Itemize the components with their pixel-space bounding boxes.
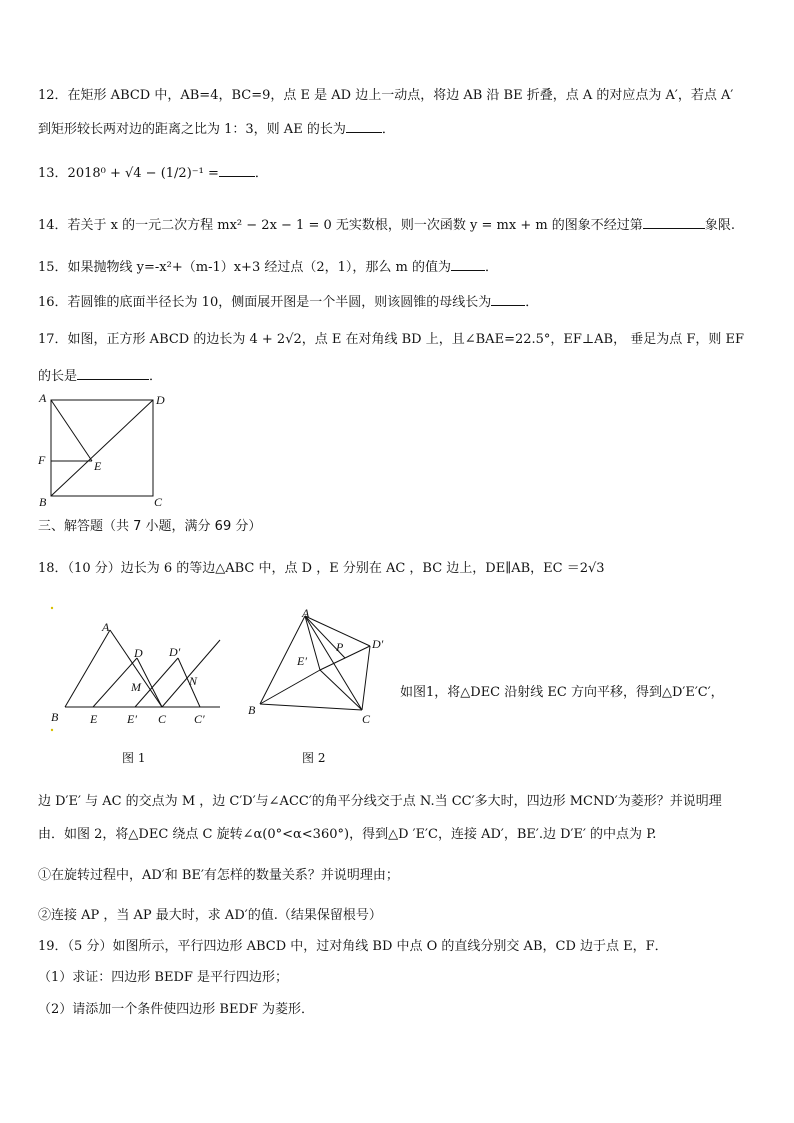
q17-square-figure	[34, 390, 174, 512]
f2-label-d2: D′	[372, 637, 384, 651]
q18-sub1: ①在旋转过程中，AD′和 BE′有怎样的数量关系？并说明理由；	[38, 868, 399, 883]
q17-line2: 的长是 ．	[38, 369, 163, 384]
label-e: E	[94, 459, 102, 473]
f2-label-b: B	[248, 703, 256, 717]
q19-sub1: （1）求证：四边形 BEDF 是平行四边形；	[38, 970, 289, 985]
q13-line: 13．2018⁰ + √4 − (1/2)⁻¹ = ．	[38, 166, 268, 181]
q18-side-text: 如图1，将△DEC 沿射线 EC 方向平移，得到△D′E′C′，	[400, 685, 724, 700]
answer-blank	[451, 258, 485, 271]
f2-label-p: P	[336, 640, 344, 654]
q15-line: 15．如果抛物线 y=-x²+（m-1）x+3 经过点（2，1），那么 m 的值为 ．	[38, 260, 499, 275]
diagonal-bd	[51, 400, 153, 496]
label-b: B	[39, 495, 47, 509]
label-d: D	[156, 393, 165, 407]
f1-label-e: E	[90, 712, 98, 726]
f2-label-a: A	[302, 606, 310, 620]
q18-line3: 边 D′E′ 与 AC 的交点为 M ，边 C′D′与∠ACC′的角平分线交于点 N.当 CC′多大时，四边形 MCND′为菱形？并说明理	[38, 794, 722, 809]
q19-line1: 19．（5 分）如图所示，平行四边形 ABCD 中，过对角线 BD 中点 O 的直线分别交 AB，CD 边于点 E，F．	[38, 939, 668, 954]
figure-2-caption: 图 2	[302, 751, 326, 765]
f2-label-e2: E′	[297, 654, 307, 668]
q18-figure-1	[40, 600, 230, 740]
q17-line1: 17．如图，正方形 ABCD 的边长为 4 + 2√2，点 E 在对角线 BD 上，且∠BAE=22.5°，EF⊥AB， 垂足为点 F，则 EF	[38, 332, 745, 347]
answer-blank	[219, 164, 255, 177]
q18-line4: 由．如图 2，将△DEC 绕点 C 旋转∠α(0°<α<360°)，得到△D ′E′C，连接 AD′，BE′.边 D′E′ 的中点为 P.	[38, 827, 657, 842]
f1-label-b: B	[51, 710, 59, 724]
f1-label-d: D	[134, 646, 143, 660]
q12-line1: 12．在矩形 ABCD 中，AB=4，BC=9，点 E 是 AD 边上一动点，将边 AB 沿 BE 折叠，点 A 的对应点为 A′，若点 A′	[38, 88, 734, 103]
answer-blank	[491, 293, 525, 306]
f1-label-a: A	[102, 620, 110, 634]
f2-label-c: C	[362, 712, 371, 726]
q18-figure-2	[240, 606, 400, 726]
f1-label-d2: D′	[169, 645, 181, 659]
figure-1-caption: 图 1	[122, 751, 146, 765]
q14-line: 14．若关于 x 的一元二次方程 mx² − 2x − 1 = 0 无实数根，则一次函数 y = mx + m 的图象不经过第 象限.	[38, 218, 735, 233]
f1-label-m: M	[131, 680, 141, 694]
q12-line2: 到矩形较长两对边的距离之比为 1：3，则 AE 的长为 ．	[38, 122, 395, 137]
f1-label-c2: C′	[194, 712, 205, 726]
q18-sub2: ②连接 AP ，当 AP 最大时，求 AD′的值.（结果保留根号）	[38, 908, 382, 923]
f1-label-c: C	[158, 712, 167, 726]
q19-sub2: （2）请添加一个条件使四边形 BEDF 为菱形．	[38, 1002, 315, 1017]
label-a: A	[39, 391, 47, 405]
q16-line: 16．若圆锥的底面半径长为 10，侧面展开图是一个半圆，则该圆锥的母线长为 ．	[38, 295, 539, 310]
label-f: F	[38, 453, 46, 467]
q18-line1: 18．（10 分）边长为 6 的等边△ABC 中，点 D ，E 分别在 AC ，BC 边上，DE∥AB，EC ＝2√3	[38, 561, 605, 576]
section-title: 三、解答题（共 7 小题，满分 69 分）	[38, 519, 262, 534]
label-c: C	[154, 495, 163, 509]
segment-ae	[51, 400, 92, 461]
answer-blank	[77, 367, 149, 380]
answer-blank	[346, 120, 382, 133]
f1-label-e2: E′	[127, 712, 137, 726]
f1-label-n: N	[189, 674, 198, 688]
answer-blank	[643, 216, 705, 229]
